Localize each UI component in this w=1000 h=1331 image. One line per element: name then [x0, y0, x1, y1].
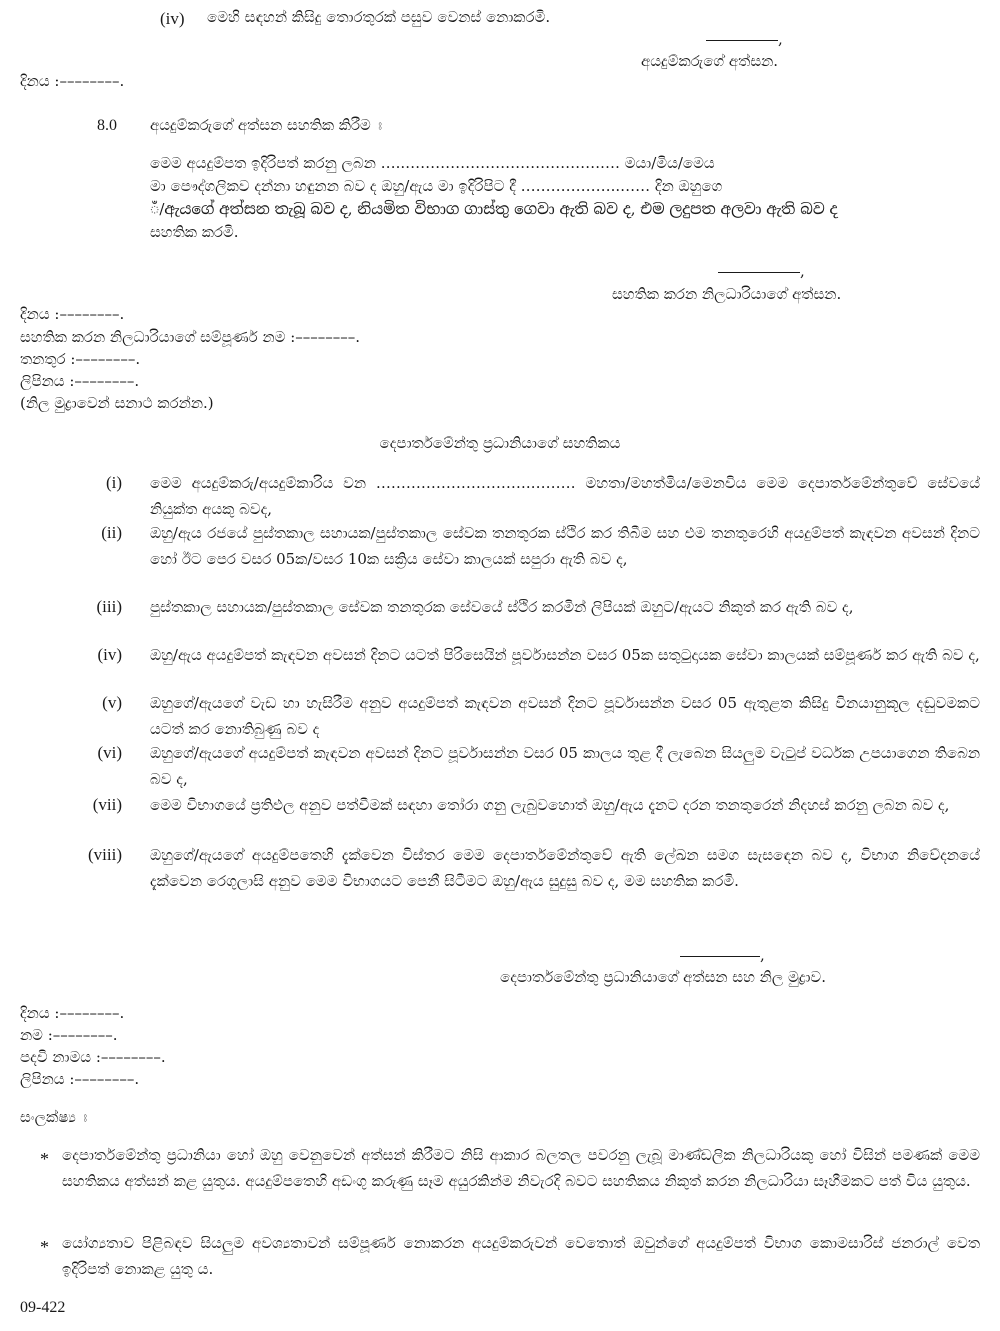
dept-item-number: (i)	[105, 473, 122, 492]
dept-item-text: ඔහුගේ/ඇයගේ අයදුම්පතෙහි දැක්වෙන විස්තර මෙම දෙපාර්තමේන්තුවේ ඇති ලේඛන සමග සැසඳෙන බව ද, විභාග නිවේදනයේ දැක්වෙන රෙගුලාසි අනුව මෙම විභාගයට පෙනී සිටීමට ඔහු/ඇය සුදුසු බව ද, මම සහතික කරමි.	[150, 846, 980, 890]
cert-seal-note: (නිල මුද්‍රාවෙන් සනාථ කරන්න.)	[20, 394, 214, 412]
dept-item-number: (iv)	[97, 645, 122, 664]
dept-item-text: ඔහුගේ/ඇයගේ වැඩ හා හැසිරීම අනුව අයදුම්පත් කැඳවන අවසන් දිනට පූර්වාසන්න වසර 05 ඇතුළත කිසිදු විනයානුකූල දඬුවමකට යටත් කර නොතිබුණු බව ද	[150, 694, 980, 738]
dept-item-number: (vi)	[97, 743, 122, 762]
dept-name-field: නම :––––––––.	[20, 1026, 118, 1044]
page-code: 09-422	[20, 1299, 66, 1316]
dept-head-signature-label: දෙපාර්තමේන්තු ප්‍රධානියාගේ අත්සන සහ නිල මුද්‍රාව.	[500, 968, 826, 986]
cert-paragraph-line-4: සහතික කරමි.	[150, 223, 239, 241]
cert-paragraph-line-1: මෙම අයදුම්පත ඉදිරිපත් කරනු ලබන …..………………………………….… මයා/මිය/මෙය	[150, 154, 715, 172]
certifying-officer-signature-comma: ,	[800, 262, 805, 280]
cert-date-field: දිනය :––––––––.	[20, 305, 125, 323]
dept-date-field: දිනය :––––––––.	[20, 1004, 125, 1022]
cert-designation-field: තනතුර :––––––––.	[20, 350, 141, 368]
applicant-signature-line	[706, 40, 778, 41]
cert-address-field: ලිපිනය :––––––––.	[20, 372, 140, 390]
dept-item-text: මෙම විභාගයේ ප්‍රතිඵල අනුව පත්වීමක් සඳහා තෝරා ගනු ලැබුවහොත් ඔහු/ඇය දැනට දරන තනතුරෙන් නිදහස් කරනු ලබන බව ද,	[150, 796, 950, 814]
dept-item-number: (viii)	[88, 845, 122, 864]
section-number: 8.0	[97, 117, 117, 134]
top-item-text: මෙහි සඳහන් කිසිදු තොරතුරක් පසුව වෙනස් නොකරමි.	[207, 8, 551, 26]
dept-item-number: (ii)	[101, 523, 122, 542]
dept-address-field: ලිපිනය :––––––––.	[20, 1070, 140, 1088]
note-bullet: *	[40, 1149, 49, 1169]
dept-designation-field: පදවි නාමය :––––––––.	[20, 1048, 166, 1066]
applicant-signature-label: අයදුම්කරුගේ අත්සන.	[641, 52, 779, 70]
dept-heading: දෙපාර්තමේන්තු ප්‍රධානියාගේ සහතිකය	[379, 434, 621, 452]
dept-item-number: (v)	[102, 693, 122, 712]
note-text: දෙපාර්තමේන්තු ප්‍රධානියා හෝ ඔහු වෙනුවෙන් අත්සන් කිරීමට නිසි ආකාර බලතල පවරනු ලැබූ මාණ්ඩලික නිලධාරියකු හෝ විසින් පමණක් මෙම සහතිකය අත්සන් කළ යුතුය. අයදුම්පතෙහි අඩංගු කරුණු සෑම අයුරකින්ම නිවැරදි බවට සහතිකය නිකුත් කරන නිලධාරියා සෑහීමකට පත් විය යුතුය.	[62, 1146, 980, 1190]
notes-heading: සංලක්ෂ්‍ය ඃ	[20, 1108, 88, 1126]
dept-item-number: (iii)	[96, 597, 122, 616]
certifying-officer-signature-line	[718, 272, 800, 273]
cert-paragraph-line-3: ඁ/ඇයගේ අත්සන තැබූ බව ද, නියමිත විභාග ගාස්තු ගෙවා ඇති බව ද, එම ලදුපත අලවා ඇති බව ද	[150, 200, 838, 218]
cert-paragraph-line-2: මා පෞද්ගලිකව දන්නා හඳුනන බව ද ඔහු/ඇය මා ඉදිරිපිට දී ………………..…… දින ඔහුගෙ	[150, 177, 723, 195]
dept-item-text: පුස්තකාල සහායක/පුස්තකාල සේවක තනතුරක සේවයේ ස්ථිර කරමින් ලිපියක් ඔහුට/ඇයට නිකුත් කර ඇති බව ද,	[150, 598, 854, 616]
dept-item-text: ඔහු/ඇය රජයේ පුස්තකාල සහායක/පුස්තකාල සේවක තනතුරක ස්ථිර කර තිබීම සහ එම තනතුරෙහි අයදුම්පත් කැඳවන අවසන් දිනට හෝ ඊට පෙර වසර 05ක/වසර 10ක සක්‍රිය සේවා කාලයක් සපුරා ඇති බව ද,	[150, 524, 980, 568]
top-date-field: දිනය :––––––––.	[20, 72, 125, 90]
dept-head-signature-comma: ,	[760, 946, 765, 964]
top-item-number: (iv)	[160, 9, 185, 28]
note-bullet: *	[40, 1237, 49, 1257]
dept-item-number: (vii)	[92, 795, 122, 814]
dept-item-text: ඔහුගේ/ඇයගේ අයදුම්පත් කැඳවන අවසන් දිනට පූර්වාසන්න වසර 05 කාලය තුළ දී ලැබෙන සියලුම වැටුප් වර්ධක උපයාගෙන තිබෙන බව ද,	[150, 744, 980, 788]
note-text: යෝග්‍යතාව පිළිබඳව සියලුම අවශ්‍යතාවන් සම්පූර්ණ නොකරන අයදුම්කරුවන් වෙතොත් ඔවුන්ගේ අයදුම්පත් විභාග කොමසාරිස් ජනරාල් වෙත ඉදිරිපත් නොකළ යුතු ය.	[62, 1234, 980, 1278]
dept-head-signature-line	[680, 956, 760, 957]
dept-item-text: මෙම අයදුම්කරු/අයදුම්කාරිය වන ………………………….……… මහතා/මහත්මිය/මෙනවිය මෙම දෙපාර්තමේන්තුවේ සේවයේ නියුක්ත අයකු බවද,	[150, 474, 980, 518]
applicant-signature-comma: ,	[778, 30, 783, 48]
section-heading: අයදුම්කරුගේ අත්සන සහතික කිරීම ඃ	[150, 116, 383, 134]
certifying-officer-signature-label: සහතික කරන නිලධාරියාගේ අත්සන.	[612, 285, 842, 303]
dept-item-text: ඔහු/ඇය අයදුම්පත් කැඳවන අවසන් දිනට යටත් පිරිසෙයින් පූර්වාසන්න වසර 05ක සතුටුදායක සේවා කාලයක් සම්පූර්ණ කර ඇති බව ද,	[150, 646, 980, 664]
cert-officer-name-field: සහතික කරන නිලධාරියාගේ සම්පූර්ණ නම :––––––––.	[20, 328, 361, 346]
